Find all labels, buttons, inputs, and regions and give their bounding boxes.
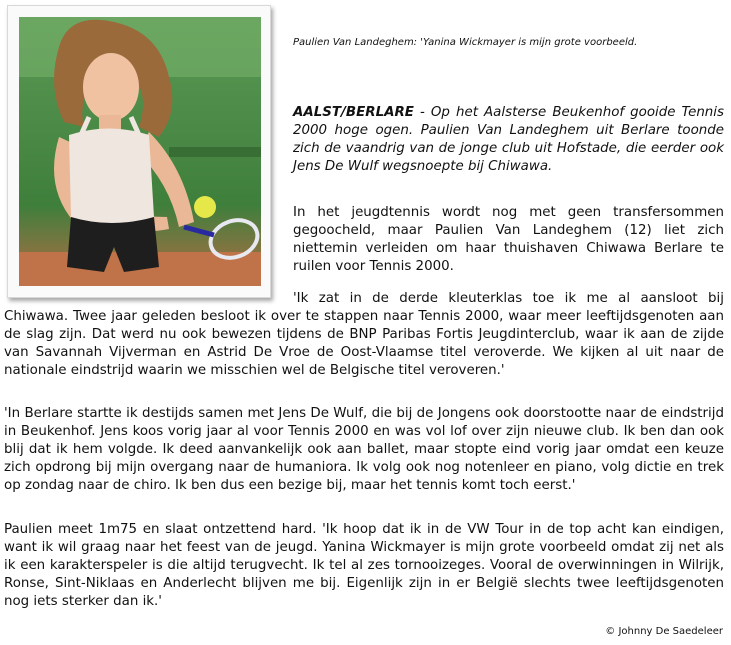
dateline: AALST/BERLARE — [293, 105, 414, 120]
photo-frame — [7, 5, 271, 298]
article-paragraph-4: Paulien meet 1m75 en slaat ontzettend hard. 'Ik hoop dat ik in de VW Tour in de top acht kan eindigen, want ik wil graag naar het feest van de jeugd. Yanina Wickmayer is mijn grote voorbeeld omdat zij net als ik een karakterspeler is die altijd terugvecht. Ik tel al zes tornooizeges. Vooral de overwinningen in Wilrijk, Ronse, Sint-Niklaas en Anderlecht blijven me bij. Eigenlijk zijn in er België slechts twee leeftijdsgenoten nog iets sterker dan ik.' — [4, 522, 724, 609]
tennis-player-photo — [19, 17, 261, 286]
photo-credit: © Johnny De Saedeleer — [605, 626, 723, 637]
article-paragraph-1: In het jeugdtennis wordt nog met geen transfersommen gegoocheld, maar Paulien Van Landeghem (12) liet zich niettemin verleiden om haar thuishaven Chiwawa Berlare te ruilen voor Tennis 2000. — [293, 205, 724, 274]
article-paragraph-2: 'Ik zat in de derde kleuterklas toe ik me al aansloot bij Chiwawa. Twee jaar geleden besloot ik over te stappen naar Tennis 2000, waar meer leeftijdsgenoten aan de slag zijn. Dat werd nu ook bewezen tijdens de BNP Paribas Fortis Jeugdinterclub, waar ik aan de zijde van Savannah Vijverman en Astrid De Vroe de Oost-Vlaamse titel veroverde. We kijken al uit naar de nationale eindstrijd waarin we misschien wel de Belgische titel veroveren.' — [4, 291, 724, 378]
tennis-player-illustration — [19, 17, 261, 286]
lead-text: - Op het Aalsterse Beukenhof gooide Tennis 2000 hoge ogen. Paulien Van Landeghem uit Berlare toonde zich de vaandrig van de jonge club uit Hofstade, die eerder ook Jens De Wulf wegsnoepte bij Chiwawa. — [293, 105, 724, 174]
article-paragraph-3: 'In Berlare startte ik destijds samen met Jens De Wulf, die bij de Jongens ook doorstootte naar de eindstrijd in Beukenhof. Jens koos vorig jaar al voor Tennis 2000 en was vol lof over zijn nieuwe club. Ik ben dan ook blij dat ik hem volgde. Ik deed aanvankelijk ook aan ballet, maar stopte eind vorig jaar omdat een keuze zich opdrong bij mijn overgang naar de humaniora. Ik volg ook nog notenleer en piano, volg dictie en trek op zondag naar de chiro. Ik ben dus een bezige bij, maar het tennis komt toch eerst.' — [4, 406, 724, 493]
photo-caption: Paulien Van Landeghem: 'Yanina Wickmayer is mijn grote voorbeeld. — [293, 37, 638, 48]
article-lead — [293, 104, 724, 176]
